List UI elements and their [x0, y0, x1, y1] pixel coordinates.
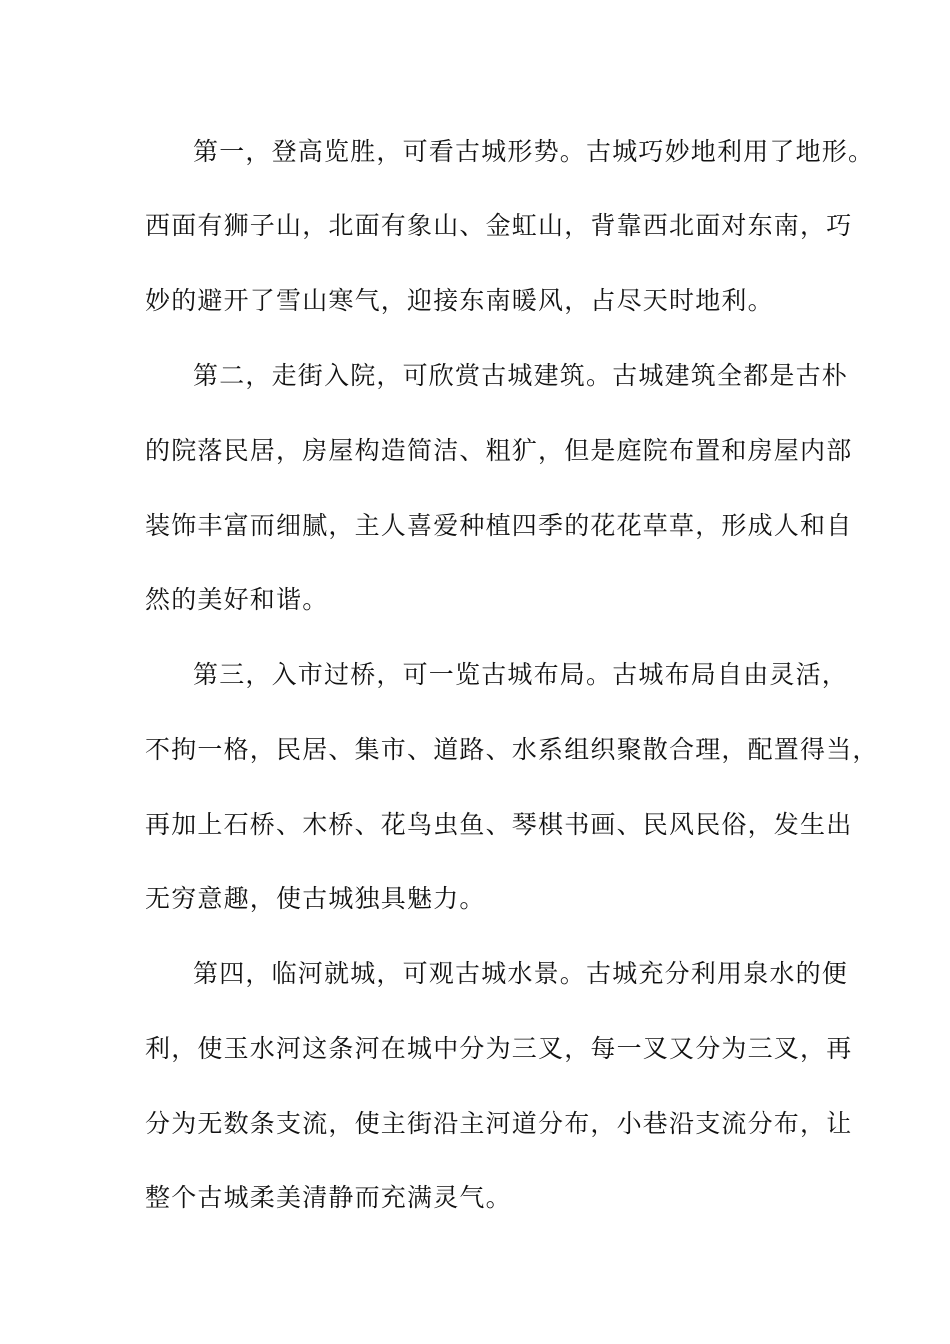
paragraph-1-line-2: 西面有狮子山，北面有象山、金虹山，背靠西北面对东南，巧: [145, 211, 853, 240]
paragraph-4-line-1: 第四，临河就城，可观古城水景。古城充分利用泉水的便: [193, 959, 849, 988]
paragraph-2-line-1: 第二，走街入院，可欣赏古城建筑。古城建筑全都是古朴: [193, 361, 849, 390]
paragraph-2-line-3: 装饰丰富而细腻，主人喜爱种植四季的花花草草，形成人和自: [145, 511, 853, 540]
paragraph-3-line-1: 第三，入市过桥，可一览古城布局。古城布局自由灵活，: [193, 660, 849, 689]
paragraph-4-line-4: 整个古城柔美清静而充满灵气。: [145, 1183, 512, 1212]
paragraph-1-line-3: 妙的避开了雪山寒气，迎接东南暖风，占尽天时地利。: [145, 286, 774, 315]
paragraph-3-line-4: 无穷意趣，使古城独具魅力。: [145, 884, 486, 913]
paragraph-1-line-1: 第一，登高览胜，可看古城形势。古城巧妙地利用了地形。: [193, 137, 875, 166]
paragraph-2-line-4: 然的美好和谐。: [145, 585, 329, 614]
paragraph-3-line-3: 再加上石桥、木桥、花鸟虫鱼、琴棋书画、民风民俗，发生出: [145, 810, 853, 839]
paragraph-3-line-2: 不拘一格，民居、集市、道路、水系组织聚散合理，配置得当，: [145, 735, 879, 764]
paragraph-4-line-2: 利，使玉水河这条河在城中分为三叉，每一叉又分为三叉，再: [145, 1034, 853, 1063]
paragraph-4-line-3: 分为无数条支流，使主街沿主河道分布，小巷沿支流分布，让: [145, 1109, 853, 1138]
paragraph-2-line-2: 的院落民居，房屋构造简洁、粗犷，但是庭院布置和房屋内部: [145, 436, 853, 465]
